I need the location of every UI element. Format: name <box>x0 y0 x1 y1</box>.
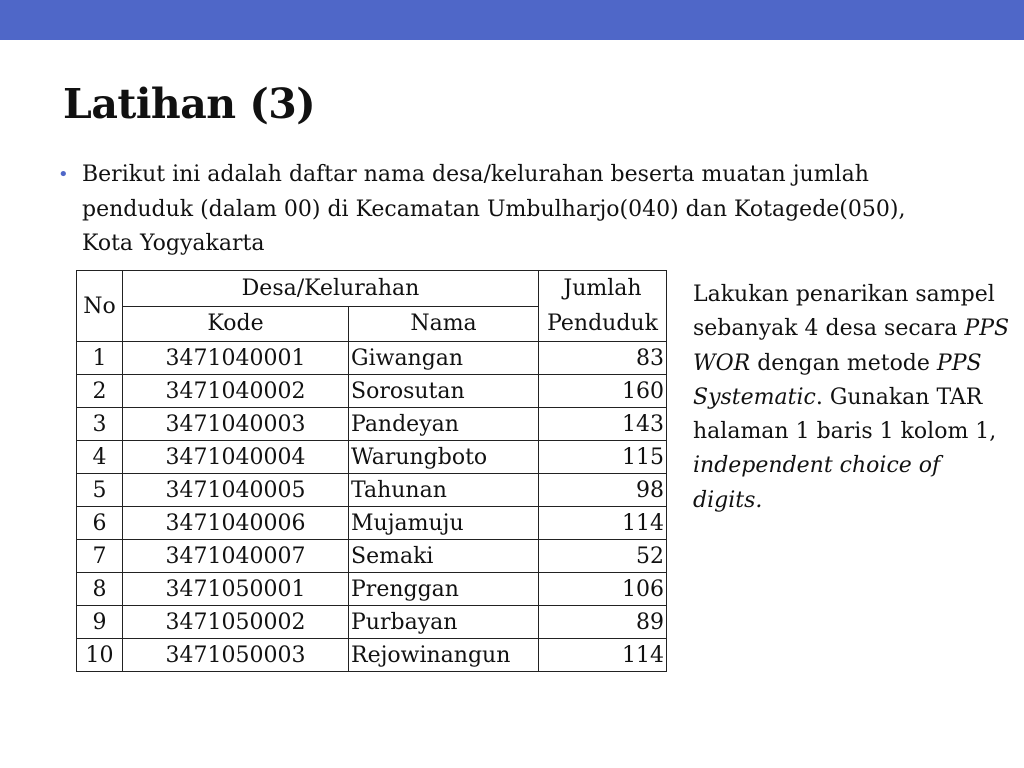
top-accent-bar <box>0 0 1024 40</box>
cell-nama: Semaki <box>349 540 539 573</box>
table-row <box>77 507 667 540</box>
table-row <box>77 474 667 507</box>
cell-kode: 3471040002 <box>123 375 349 408</box>
cell-no: 9 <box>77 606 123 639</box>
header-jumlah-line2: Penduduk <box>547 311 658 336</box>
cell-jumlah: 89 <box>539 606 667 639</box>
instruction-pps-wor: PPS WOR <box>693 316 1010 376</box>
cell-kode: 3471040001 <box>123 342 349 375</box>
bullet-dot-icon: • <box>58 164 69 185</box>
cell-jumlah: 98 <box>539 474 667 507</box>
table-row <box>77 408 667 441</box>
cell-jumlah: 114 <box>539 639 667 672</box>
cell-no: 4 <box>77 441 123 474</box>
cell-nama: Rejowinangun <box>349 639 539 672</box>
cell-nama: Purbayan <box>349 606 539 639</box>
cell-jumlah: 114 <box>539 507 667 540</box>
table-header-row <box>77 271 667 307</box>
cell-nama: Tahunan <box>349 474 539 507</box>
cell-no: 10 <box>77 639 123 672</box>
slide-title: Latihan (3) <box>63 80 316 128</box>
cell-nama: Giwangan <box>349 342 539 375</box>
cell-kode: 3471040004 <box>123 441 349 474</box>
cell-jumlah: 143 <box>539 408 667 441</box>
instruction-independent-choice: independent choice of digits. <box>693 453 941 513</box>
cell-jumlah: 115 <box>539 441 667 474</box>
table-row <box>77 540 667 573</box>
instruction-part-3: dengan metode <box>750 350 937 376</box>
cell-kode: 3471040006 <box>123 507 349 540</box>
instruction-pps-systematic: PPS Systematic <box>693 350 982 410</box>
cell-kode: 3471050001 <box>123 573 349 606</box>
cell-kode: 3471040003 <box>123 408 349 441</box>
instruction-text <box>693 278 1013 518</box>
header-no: No <box>77 271 123 342</box>
cell-nama: Prenggan <box>349 573 539 606</box>
cell-nama: Sorosutan <box>349 375 539 408</box>
cell-no: 1 <box>77 342 123 375</box>
cell-kode: 3471040007 <box>123 540 349 573</box>
table-row <box>77 441 667 474</box>
cell-nama: Warungboto <box>349 441 539 474</box>
cell-jumlah: 52 <box>539 540 667 573</box>
table-row <box>77 342 667 375</box>
cell-no: 3 <box>77 408 123 441</box>
cell-kode: 3471050003 <box>123 639 349 672</box>
village-population-table <box>76 270 667 672</box>
cell-nama: Pandeyan <box>349 408 539 441</box>
table-row <box>77 573 667 606</box>
table-body <box>77 342 667 672</box>
table-row <box>77 375 667 408</box>
cell-no: 2 <box>77 375 123 408</box>
cell-no: 5 <box>77 474 123 507</box>
header-jumlah-penduduk <box>539 271 667 342</box>
cell-nama: Mujamuju <box>349 507 539 540</box>
table-row <box>77 606 667 639</box>
instruction-part-1: Lakukan penarikan sampel sebanyak 4 desa secara <box>693 282 995 342</box>
cell-jumlah: 83 <box>539 342 667 375</box>
cell-jumlah: 106 <box>539 573 667 606</box>
bullet-text: Berikut ini adalah daftar nama desa/kelurahan beserta muatan jumlah penduduk (dalam 00) di Kecamatan Umbulharjo(040) dan Kotagede(050), Kota Yogyakarta <box>82 162 906 256</box>
cell-no: 8 <box>77 573 123 606</box>
header-kode: Kode <box>123 306 349 342</box>
cell-jumlah: 160 <box>539 375 667 408</box>
header-nama: Nama <box>349 306 539 342</box>
cell-no: 7 <box>77 540 123 573</box>
cell-kode: 3471050002 <box>123 606 349 639</box>
cell-no: 6 <box>77 507 123 540</box>
header-jumlah-line1: Jumlah <box>563 276 642 301</box>
cell-kode: 3471040005 <box>123 474 349 507</box>
table-row <box>77 639 667 672</box>
instruction-part-5: . Gunakan TAR halaman 1 baris 1 kolom 1, <box>693 384 997 445</box>
header-desa-kelurahan: Desa/Kelurahan <box>123 271 539 307</box>
